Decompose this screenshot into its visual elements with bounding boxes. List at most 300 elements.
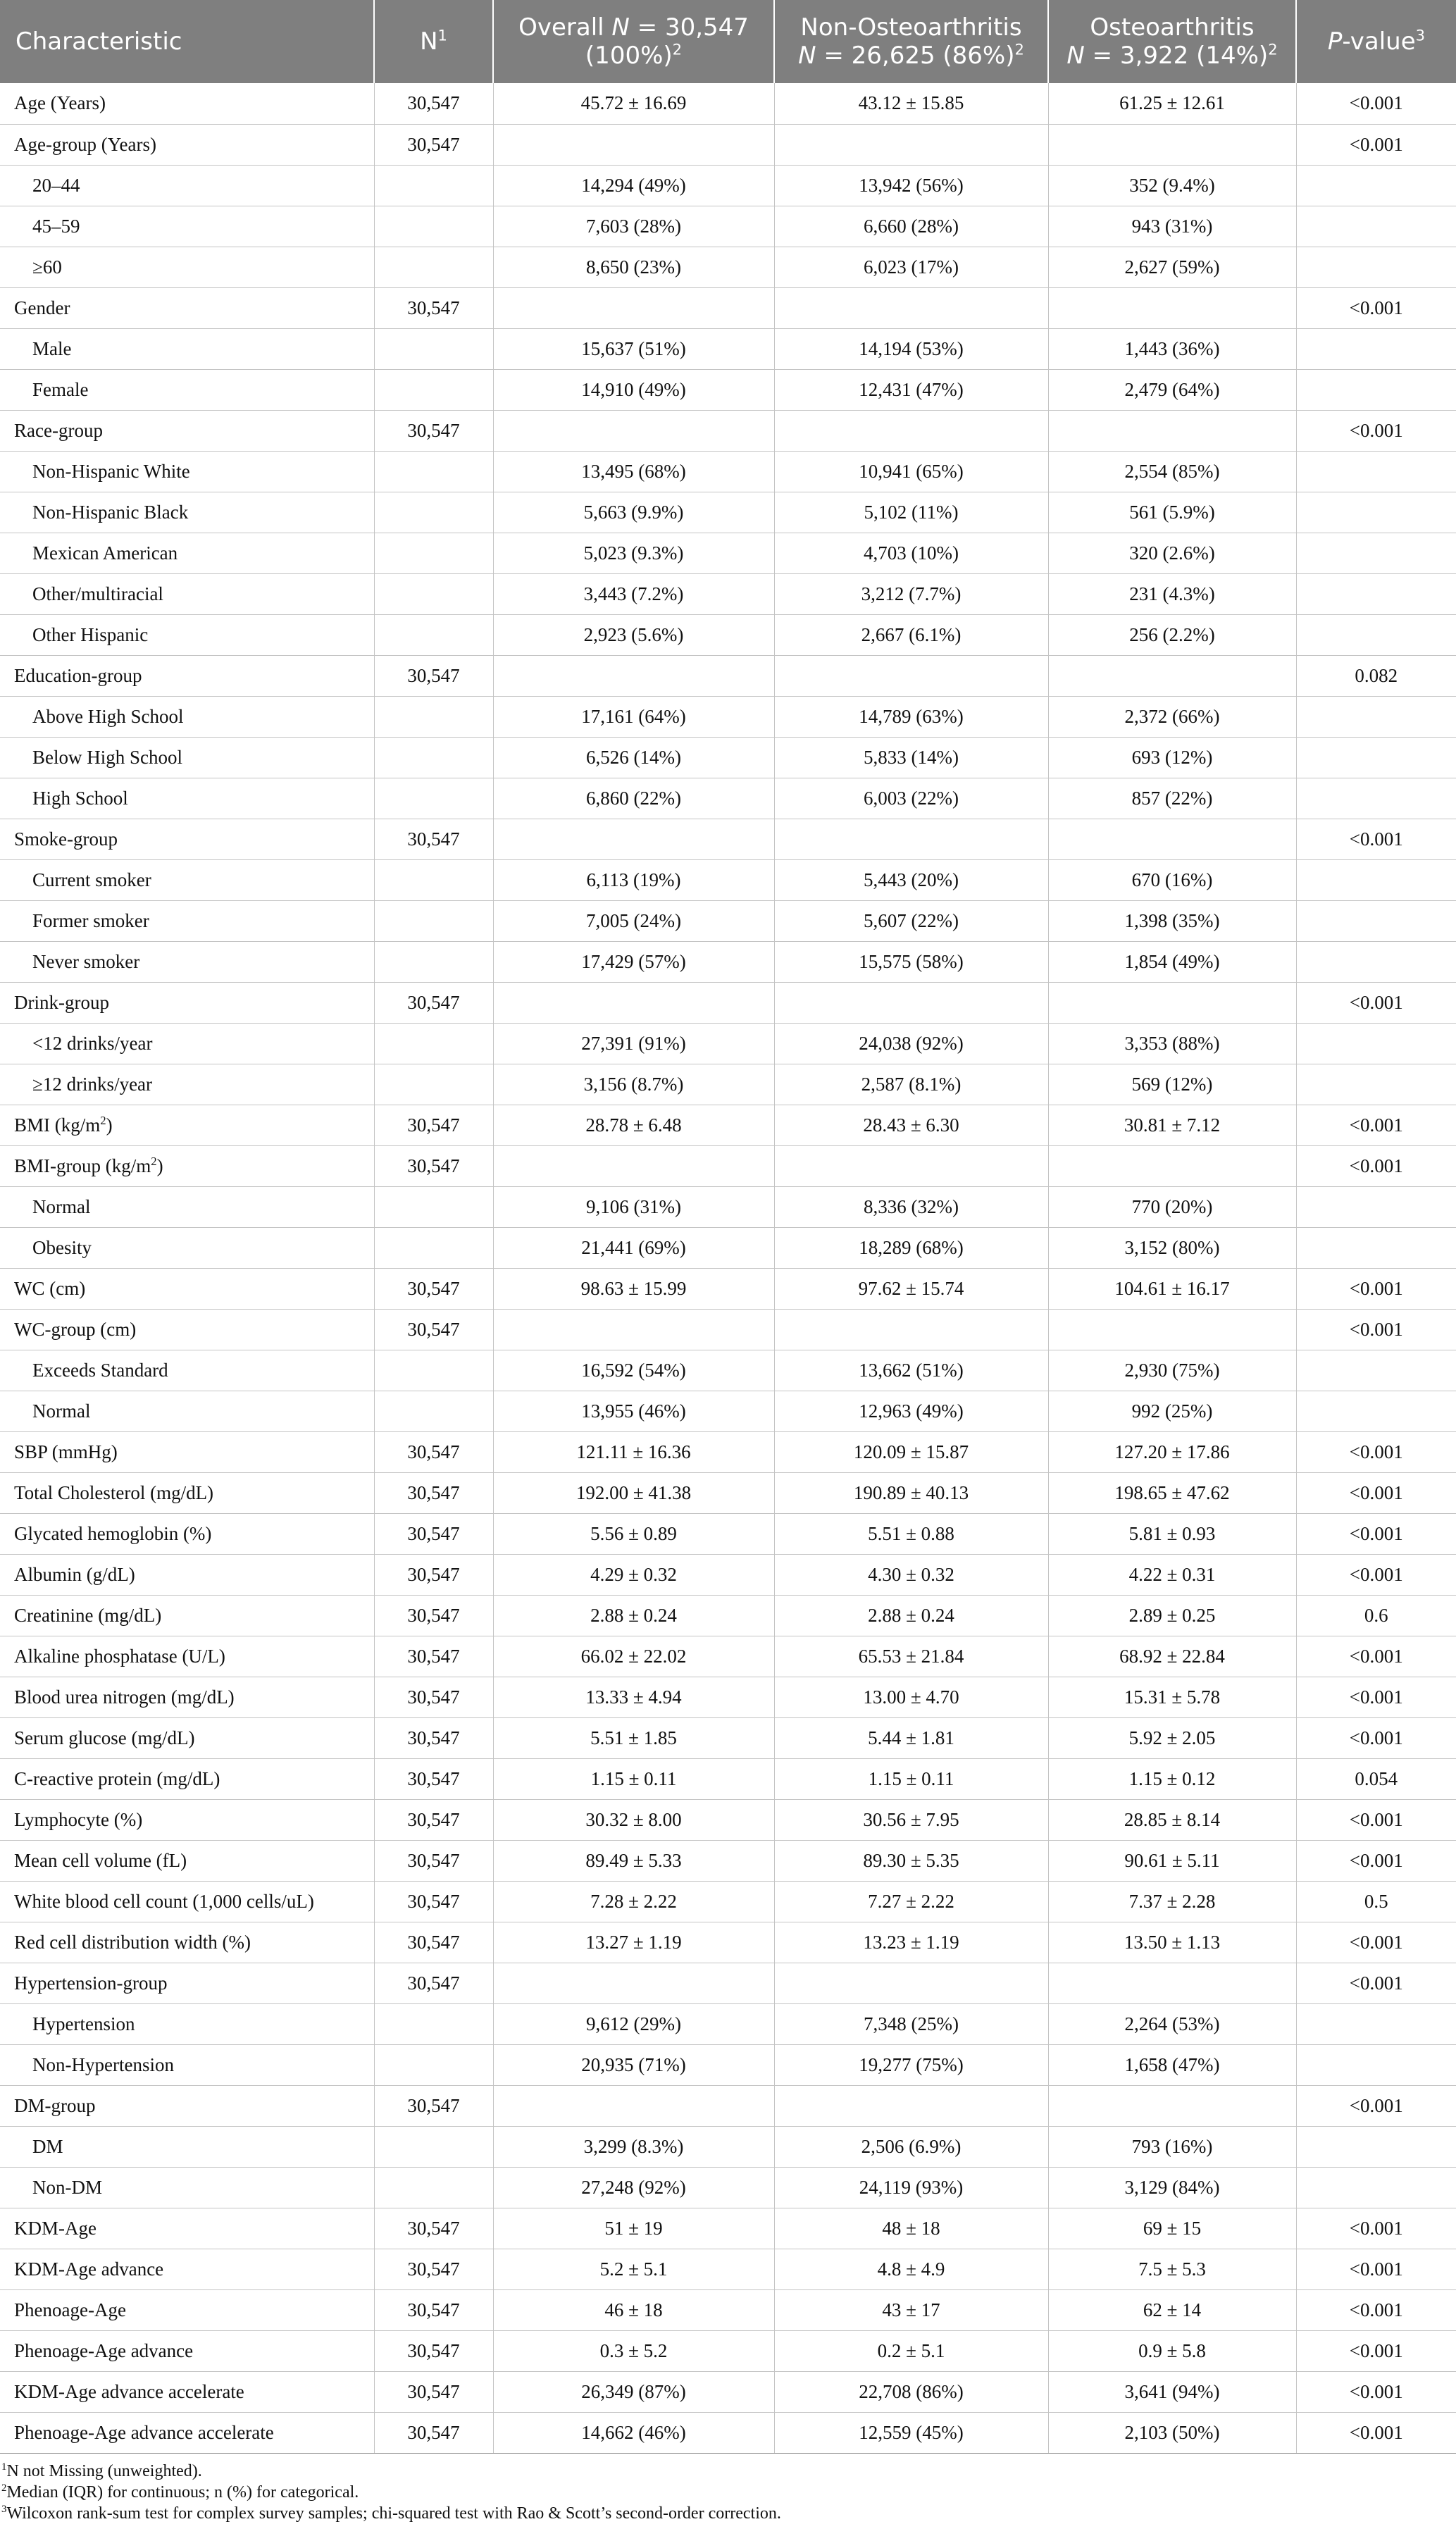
characteristic-subcategory-cell — [0, 2003, 374, 2044]
p-value-cell: <0.001 — [1296, 2249, 1456, 2289]
n-cell: 30,547 — [374, 1513, 493, 1554]
characteristic-subcategory-cell — [0, 247, 374, 287]
table-row — [0, 1309, 1456, 1350]
n-cell — [374, 1227, 493, 1268]
characteristic-label: Age (Years) — [14, 92, 106, 114]
osteoarthritis-cell: 1,443 (36%) — [1048, 328, 1296, 369]
table-row — [0, 819, 1456, 859]
characteristic-label: Normal — [32, 1195, 91, 1217]
characteristic-subcategory-cell — [0, 1350, 374, 1391]
header-n-footnote-mark: 1 — [437, 26, 447, 44]
n-cell: 30,547 — [374, 1636, 493, 1677]
header-overall-n-symbol: N — [611, 13, 630, 42]
characteristic-label: Never smoker — [32, 950, 140, 972]
p-value-cell: <0.001 — [1296, 1636, 1456, 1677]
characteristic-cell — [0, 2249, 374, 2289]
header-overall — [493, 0, 774, 83]
non-osteoarthritis-cell: 5,833 (14%) — [774, 737, 1048, 778]
overall-cell — [493, 982, 774, 1023]
characteristic-label: Mean cell volume (fL) — [14, 1849, 187, 1871]
non-osteoarthritis-cell: 7,348 (25%) — [774, 2003, 1048, 2044]
p-value-cell: 0.082 — [1296, 655, 1456, 696]
non-osteoarthritis-cell: 14,194 (53%) — [774, 328, 1048, 369]
p-value-cell — [1296, 328, 1456, 369]
header-non-osteoarthritis-label: Non-Osteoarthritis — [800, 13, 1022, 42]
characteristic-cell — [0, 1963, 374, 2003]
overall-cell: 6,526 (14%) — [493, 737, 774, 778]
overall-cell: 27,248 (92%) — [493, 2167, 774, 2208]
non-osteoarthritis-cell: 5,102 (11%) — [774, 492, 1048, 533]
non-osteoarthritis-cell: 4,703 (10%) — [774, 533, 1048, 573]
overall-cell: 121.11 ± 16.36 — [493, 1431, 774, 1472]
osteoarthritis-cell: 198.65 ± 47.62 — [1048, 1472, 1296, 1513]
characteristic-label: Normal — [32, 1400, 91, 1422]
p-value-cell: <0.001 — [1296, 1105, 1456, 1145]
non-osteoarthritis-cell: 97.62 ± 15.74 — [774, 1268, 1048, 1309]
non-osteoarthritis-cell: 24,119 (93%) — [774, 2167, 1048, 2208]
table-row — [0, 165, 1456, 206]
characteristic-label: KDM-Age advance — [14, 2258, 164, 2280]
characteristic-cell — [0, 124, 374, 165]
table-row — [0, 2085, 1456, 2126]
overall-cell: 21,441 (69%) — [493, 1227, 774, 1268]
header-row — [0, 0, 1456, 83]
p-value-cell — [1296, 369, 1456, 410]
non-osteoarthritis-cell: 4.30 ± 0.32 — [774, 1554, 1048, 1595]
footnote — [0, 2482, 1456, 2503]
osteoarthritis-cell: 69 ± 15 — [1048, 2208, 1296, 2249]
overall-cell — [493, 1145, 774, 1186]
overall-cell: 51 ± 19 — [493, 2208, 774, 2249]
overall-cell: 45.72 ± 16.69 — [493, 83, 774, 124]
characteristic-cell — [0, 1554, 374, 1595]
p-value-cell — [1296, 247, 1456, 287]
osteoarthritis-cell: 3,641 (94%) — [1048, 2371, 1296, 2412]
non-osteoarthritis-cell: 43.12 ± 15.85 — [774, 83, 1048, 124]
osteoarthritis-cell — [1048, 982, 1296, 1023]
non-osteoarthritis-cell: 12,559 (45%) — [774, 2412, 1048, 2453]
n-cell — [374, 2003, 493, 2044]
osteoarthritis-cell: 2.89 ± 0.25 — [1048, 1595, 1296, 1636]
characteristic-label: WC (cm) — [14, 1277, 86, 1299]
table-body — [0, 83, 1456, 2453]
table-row — [0, 2167, 1456, 2208]
header-n — [374, 0, 493, 83]
characteristic-label: Female — [32, 378, 89, 400]
p-value-cell — [1296, 941, 1456, 982]
n-cell — [374, 573, 493, 614]
characteristic-subcategory-cell — [0, 1186, 374, 1227]
overall-cell: 8,650 (23%) — [493, 247, 774, 287]
non-osteoarthritis-cell: 65.53 ± 21.84 — [774, 1636, 1048, 1677]
n-cell — [374, 247, 493, 287]
characteristic-label: 20–44 — [32, 174, 80, 196]
p-value-cell: <0.001 — [1296, 1922, 1456, 1963]
table-row — [0, 328, 1456, 369]
table-row — [0, 2371, 1456, 2412]
non-osteoarthritis-cell: 2,506 (6.9%) — [774, 2126, 1048, 2167]
non-osteoarthritis-cell: 5.51 ± 0.88 — [774, 1513, 1048, 1554]
n-cell — [374, 1391, 493, 1431]
table-row — [0, 573, 1456, 614]
non-osteoarthritis-cell — [774, 410, 1048, 451]
osteoarthritis-cell: 3,129 (84%) — [1048, 2167, 1296, 2208]
n-cell — [374, 165, 493, 206]
characteristic-label: Obesity — [32, 1236, 92, 1258]
n-cell — [374, 859, 493, 900]
osteoarthritis-cell: 15.31 ± 5.78 — [1048, 1677, 1296, 1717]
osteoarthritis-cell: 2,372 (66%) — [1048, 696, 1296, 737]
osteoarthritis-cell: 62 ± 14 — [1048, 2289, 1296, 2330]
p-value-cell: <0.001 — [1296, 1717, 1456, 1758]
osteoarthritis-cell: 2,627 (59%) — [1048, 247, 1296, 287]
table-row — [0, 1636, 1456, 1677]
n-cell: 30,547 — [374, 1963, 493, 2003]
overall-cell: 5,023 (9.3%) — [493, 533, 774, 573]
p-value-cell: <0.001 — [1296, 2085, 1456, 2126]
table-row — [0, 1227, 1456, 1268]
osteoarthritis-cell: 693 (12%) — [1048, 737, 1296, 778]
characteristic-label: BMI-group (kg/m — [14, 1155, 151, 1176]
overall-cell: 192.00 ± 41.38 — [493, 1472, 774, 1513]
n-cell: 30,547 — [374, 83, 493, 124]
overall-cell: 17,429 (57%) — [493, 941, 774, 982]
characteristic-label: Alkaline phosphatase (U/L) — [14, 1645, 225, 1667]
osteoarthritis-cell: 992 (25%) — [1048, 1391, 1296, 1431]
table-row — [0, 1023, 1456, 1064]
characteristic-subcategory-cell — [0, 2126, 374, 2167]
non-osteoarthritis-cell: 22,708 (86%) — [774, 2371, 1048, 2412]
osteoarthritis-cell: 670 (16%) — [1048, 859, 1296, 900]
p-value-cell — [1296, 1350, 1456, 1391]
characteristic-subcategory-cell — [0, 206, 374, 247]
n-cell: 30,547 — [374, 1881, 493, 1922]
characteristic-subcategory-cell — [0, 2044, 374, 2085]
p-value-cell: <0.001 — [1296, 1554, 1456, 1595]
n-cell: 30,547 — [374, 982, 493, 1023]
characteristic-label: Hypertension — [32, 2013, 135, 2034]
osteoarthritis-cell — [1048, 410, 1296, 451]
characteristic-label: Phenoage-Age advance accelerate — [14, 2421, 274, 2443]
p-value-cell: <0.001 — [1296, 1472, 1456, 1513]
characteristic-label: Other Hispanic — [32, 623, 149, 645]
n-cell: 30,547 — [374, 410, 493, 451]
osteoarthritis-cell: 793 (16%) — [1048, 2126, 1296, 2167]
characteristic-subcategory-cell — [0, 369, 374, 410]
p-value-cell — [1296, 492, 1456, 533]
n-cell: 30,547 — [374, 287, 493, 328]
characteristic-label: BMI (kg/m — [14, 1114, 101, 1136]
non-osteoarthritis-cell: 89.30 ± 5.35 — [774, 1840, 1048, 1881]
p-value-cell: <0.001 — [1296, 2412, 1456, 2453]
non-osteoarthritis-cell: 13.23 ± 1.19 — [774, 1922, 1048, 1963]
p-value-cell: <0.001 — [1296, 2289, 1456, 2330]
p-value-cell — [1296, 206, 1456, 247]
footnote — [0, 2461, 1456, 2482]
osteoarthritis-cell — [1048, 1963, 1296, 2003]
n-cell: 30,547 — [374, 1554, 493, 1595]
table-row — [0, 2249, 1456, 2289]
header-osteoarthritis-n-symbol: N — [1066, 42, 1085, 70]
overall-cell: 14,294 (49%) — [493, 165, 774, 206]
non-osteoarthritis-cell: 8,336 (32%) — [774, 1186, 1048, 1227]
unit-exponent: 2 — [100, 1113, 106, 1127]
overall-cell: 9,106 (31%) — [493, 1186, 774, 1227]
p-value-cell: <0.001 — [1296, 1840, 1456, 1881]
characteristic-label: Creatinine (mg/dL) — [14, 1604, 162, 1626]
characteristic-subcategory-cell — [0, 1023, 374, 1064]
table-row — [0, 287, 1456, 328]
p-value-cell: <0.001 — [1296, 1431, 1456, 1472]
n-cell: 30,547 — [374, 1717, 493, 1758]
p-value-cell: <0.001 — [1296, 83, 1456, 124]
characteristic-subcategory-cell — [0, 778, 374, 819]
header-overall-label: Overall — [518, 13, 612, 42]
overall-cell: 5.2 ± 5.1 — [493, 2249, 774, 2289]
p-value-cell: <0.001 — [1296, 1799, 1456, 1840]
characteristic-subcategory-cell — [0, 165, 374, 206]
osteoarthritis-cell: 2,554 (85%) — [1048, 451, 1296, 492]
characteristic-subcategory-cell — [0, 737, 374, 778]
non-osteoarthritis-cell: 43 ± 17 — [774, 2289, 1048, 2330]
header-p-value-label: -value — [1342, 27, 1416, 56]
characteristic-cell — [0, 1717, 374, 1758]
osteoarthritis-cell: 857 (22%) — [1048, 778, 1296, 819]
p-value-cell: <0.001 — [1296, 1309, 1456, 1350]
characteristic-cell — [0, 1881, 374, 1922]
table-row — [0, 1840, 1456, 1881]
footnote-mark: 3 — [1, 2504, 7, 2515]
osteoarthritis-cell: 104.61 ± 16.17 — [1048, 1268, 1296, 1309]
non-osteoarthritis-cell: 28.43 ± 6.30 — [774, 1105, 1048, 1145]
n-cell — [374, 369, 493, 410]
table-row — [0, 1391, 1456, 1431]
table-row — [0, 859, 1456, 900]
osteoarthritis-cell — [1048, 2085, 1296, 2126]
table-footnotes — [0, 2461, 1456, 2524]
characteristic-subcategory-cell — [0, 573, 374, 614]
characteristic-cell — [0, 1595, 374, 1636]
overall-cell: 2,923 (5.6%) — [493, 614, 774, 655]
overall-cell — [493, 410, 774, 451]
p-value-cell — [1296, 778, 1456, 819]
characteristic-label: Blood urea nitrogen (mg/dL) — [14, 1686, 235, 1708]
n-cell — [374, 2126, 493, 2167]
p-value-cell — [1296, 1186, 1456, 1227]
non-osteoarthritis-cell — [774, 819, 1048, 859]
footnote-text: N not Missing (unweighted). — [6, 2462, 202, 2480]
osteoarthritis-cell: 1,398 (35%) — [1048, 900, 1296, 941]
footnote-mark: 2 — [1, 2482, 7, 2494]
characteristic-cell — [0, 1677, 374, 1717]
overall-cell: 89.49 ± 5.33 — [493, 1840, 774, 1881]
unit-exponent: 2 — [151, 1154, 157, 1168]
n-cell: 30,547 — [374, 2249, 493, 2289]
non-osteoarthritis-cell: 4.8 ± 4.9 — [774, 2249, 1048, 2289]
characteristic-label: KDM-Age — [14, 2217, 97, 2239]
overall-cell: 5.51 ± 1.85 — [493, 1717, 774, 1758]
unit-closing-paren: ) — [156, 1155, 163, 1176]
characteristic-label: Phenoage-Age — [14, 2299, 126, 2320]
table-row — [0, 83, 1456, 124]
characteristic-cell — [0, 1268, 374, 1309]
overall-cell: 16,592 (54%) — [493, 1350, 774, 1391]
n-cell — [374, 533, 493, 573]
n-cell: 30,547 — [374, 1268, 493, 1309]
characteristic-subcategory-cell — [0, 533, 374, 573]
table-row — [0, 1431, 1456, 1472]
non-osteoarthritis-cell — [774, 124, 1048, 165]
table-row — [0, 1186, 1456, 1227]
non-osteoarthritis-cell: 2,587 (8.1%) — [774, 1064, 1048, 1105]
characteristic-label: Red cell distribution width (%) — [14, 1931, 251, 1953]
p-value-cell: <0.001 — [1296, 1677, 1456, 1717]
characteristic-subcategory-cell — [0, 900, 374, 941]
header-overall-count: = 30,547 — [629, 13, 749, 42]
overall-cell: 26,349 (87%) — [493, 2371, 774, 2412]
osteoarthritis-cell: 569 (12%) — [1048, 1064, 1296, 1105]
non-osteoarthritis-cell: 5,607 (22%) — [774, 900, 1048, 941]
p-value-cell: <0.001 — [1296, 982, 1456, 1023]
p-value-cell — [1296, 859, 1456, 900]
p-value-cell: 0.6 — [1296, 1595, 1456, 1636]
n-cell: 30,547 — [374, 2085, 493, 2126]
n-cell: 30,547 — [374, 655, 493, 696]
overall-cell: 9,612 (29%) — [493, 2003, 774, 2044]
characteristic-cell — [0, 2085, 374, 2126]
header-p-symbol: P — [1327, 27, 1343, 56]
p-value-cell — [1296, 1227, 1456, 1268]
osteoarthritis-cell — [1048, 124, 1296, 165]
non-osteoarthritis-cell: 14,789 (63%) — [774, 696, 1048, 737]
non-osteoarthritis-cell — [774, 1963, 1048, 2003]
overall-cell: 46 ± 18 — [493, 2289, 774, 2330]
non-osteoarthritis-cell: 12,963 (49%) — [774, 1391, 1048, 1431]
characteristic-label: Non-DM — [32, 2176, 102, 2198]
non-osteoarthritis-cell: 1.15 ± 0.11 — [774, 1758, 1048, 1799]
n-cell: 30,547 — [374, 1431, 493, 1472]
p-value-cell — [1296, 1023, 1456, 1064]
overall-cell: 98.63 ± 15.99 — [493, 1268, 774, 1309]
characteristic-cell — [0, 1431, 374, 1472]
n-cell — [374, 2044, 493, 2085]
p-value-cell: <0.001 — [1296, 1963, 1456, 2003]
non-osteoarthritis-cell: 24,038 (92%) — [774, 1023, 1048, 1064]
characteristic-label: SBP (mmHg) — [14, 1441, 118, 1462]
p-value-cell — [1296, 696, 1456, 737]
table-row — [0, 982, 1456, 1023]
p-value-cell — [1296, 533, 1456, 573]
characteristic-subcategory-cell — [0, 2167, 374, 2208]
characteristic-subcategory-cell — [0, 1391, 374, 1431]
table-row — [0, 1922, 1456, 1963]
characteristic-cell — [0, 819, 374, 859]
table-row — [0, 1554, 1456, 1595]
osteoarthritis-cell: 1,854 (49%) — [1048, 941, 1296, 982]
characteristic-cell — [0, 83, 374, 124]
characteristic-subcategory-cell — [0, 859, 374, 900]
table-row — [0, 1268, 1456, 1309]
n-cell: 30,547 — [374, 1677, 493, 1717]
non-osteoarthritis-cell: 15,575 (58%) — [774, 941, 1048, 982]
n-cell: 30,547 — [374, 1799, 493, 1840]
p-value-cell — [1296, 2003, 1456, 2044]
osteoarthritis-cell: 61.25 ± 12.61 — [1048, 83, 1296, 124]
characteristic-label: Lymphocyte (%) — [14, 1808, 143, 1830]
characteristic-label: 45–59 — [32, 215, 80, 237]
characteristic-label: Hypertension-group — [14, 1972, 168, 1994]
characteristic-cell — [0, 2412, 374, 2453]
characteristic-label: Total Cholesterol (mg/dL) — [14, 1481, 214, 1503]
overall-cell: 7,005 (24%) — [493, 900, 774, 941]
table-row — [0, 2003, 1456, 2044]
overall-cell: 3,156 (8.7%) — [493, 1064, 774, 1105]
characteristic-label: WC-group (cm) — [14, 1318, 137, 1340]
p-value-cell: <0.001 — [1296, 819, 1456, 859]
table-row — [0, 1717, 1456, 1758]
osteoarthritis-cell: 68.92 ± 22.84 — [1048, 1636, 1296, 1677]
header-osteoarthritis — [1048, 0, 1296, 83]
table-row — [0, 1105, 1456, 1145]
table-row — [0, 900, 1456, 941]
overall-cell: 5,663 (9.9%) — [493, 492, 774, 533]
overall-cell: 13,955 (46%) — [493, 1391, 774, 1431]
characteristic-cell — [0, 1636, 374, 1677]
header-non-osteoarthritis-count: = 26,625 (86%) — [816, 42, 1015, 70]
osteoarthritis-cell: 2,930 (75%) — [1048, 1350, 1296, 1391]
non-osteoarthritis-cell: 5,443 (20%) — [774, 859, 1048, 900]
p-value-cell — [1296, 614, 1456, 655]
overall-cell: 13,495 (68%) — [493, 451, 774, 492]
characteristic-label: C-reactive protein (mg/dL) — [14, 1767, 220, 1789]
characteristic-cell — [0, 1105, 374, 1145]
non-osteoarthritis-cell — [774, 1309, 1048, 1350]
characteristic-cell — [0, 2330, 374, 2371]
characteristic-label: Smoke-group — [14, 828, 118, 850]
characteristic-subcategory-cell — [0, 614, 374, 655]
unit-closing-paren: ) — [106, 1114, 113, 1136]
osteoarthritis-cell: 5.92 ± 2.05 — [1048, 1717, 1296, 1758]
characteristic-label: Race-group — [14, 419, 103, 441]
n-cell — [374, 1064, 493, 1105]
n-cell — [374, 2167, 493, 2208]
non-osteoarthritis-cell: 10,941 (65%) — [774, 451, 1048, 492]
overall-cell: 13.27 ± 1.19 — [493, 1922, 774, 1963]
table-row — [0, 2289, 1456, 2330]
non-osteoarthritis-cell: 18,289 (68%) — [774, 1227, 1048, 1268]
characteristic-label: Age-group (Years) — [14, 133, 156, 155]
non-osteoarthritis-cell: 6,660 (28%) — [774, 206, 1048, 247]
non-osteoarthritis-cell — [774, 1145, 1048, 1186]
header-n-label: N — [420, 27, 438, 56]
table-row — [0, 941, 1456, 982]
characteristic-label: Above High School — [32, 705, 184, 727]
characteristic-cell — [0, 1309, 374, 1350]
non-osteoarthritis-cell — [774, 655, 1048, 696]
header-overall-percent: (100%) — [585, 42, 673, 70]
osteoarthritis-cell: 231 (4.3%) — [1048, 573, 1296, 614]
overall-cell: 20,935 (71%) — [493, 2044, 774, 2085]
overall-cell: 14,662 (46%) — [493, 2412, 774, 2453]
n-cell — [374, 206, 493, 247]
osteoarthritis-cell: 7.37 ± 2.28 — [1048, 1881, 1296, 1922]
overall-cell: 66.02 ± 22.02 — [493, 1636, 774, 1677]
n-cell: 30,547 — [374, 2208, 493, 2249]
table-row — [0, 737, 1456, 778]
overall-cell: 13.33 ± 4.94 — [493, 1677, 774, 1717]
non-osteoarthritis-cell: 5.44 ± 1.81 — [774, 1717, 1048, 1758]
non-osteoarthritis-cell: 13,942 (56%) — [774, 165, 1048, 206]
